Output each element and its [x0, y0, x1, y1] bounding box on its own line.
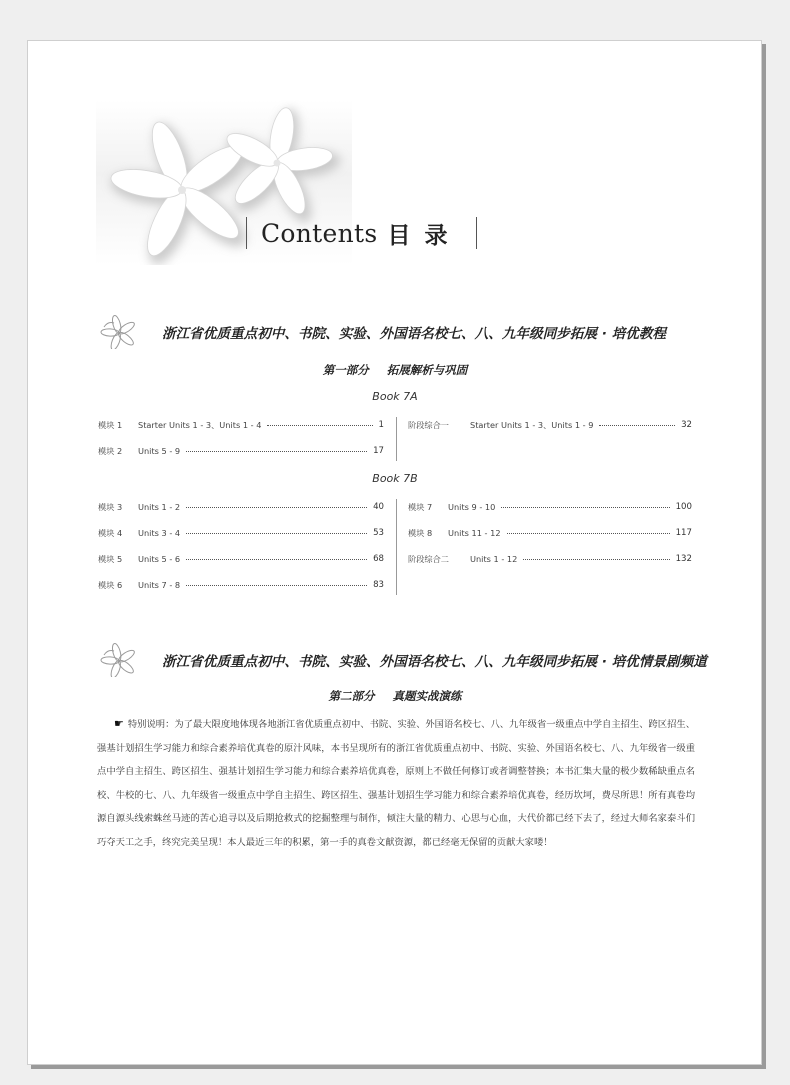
toc-page-number: 40 — [373, 502, 384, 512]
toc-page-number: 53 — [373, 528, 384, 538]
toc-leader-dots — [523, 558, 669, 560]
part-1-label: 第一部分 — [322, 363, 369, 377]
toc-units: Units 5 - 9 — [138, 446, 181, 456]
toc-units: Units 7 - 8 — [138, 580, 181, 590]
toc-module: 模块 8 — [408, 527, 433, 538]
toc-module: 模块 5 — [98, 553, 123, 564]
toc-units: Units 5 - 6 — [138, 554, 181, 564]
toc-module: 模块 2 — [98, 445, 123, 456]
special-note-paragraph — [97, 712, 695, 855]
toc-page-number: 100 — [675, 502, 692, 512]
toc-page-number: 132 — [675, 554, 692, 564]
toc-leader-dots — [186, 450, 367, 452]
toc-entry[interactable] — [408, 500, 692, 514]
toc-entry[interactable] — [98, 418, 384, 432]
toc-leader-dots — [599, 424, 675, 426]
part-2-name: 真题实战演练 — [392, 689, 462, 703]
toc-page-number: 68 — [373, 554, 384, 564]
toc-module: 模块 4 — [98, 527, 123, 538]
part-1-title — [0, 362, 790, 378]
toc-module: 阶段综合二 — [408, 553, 449, 564]
toc-units: Units 1 - 2 — [138, 502, 181, 512]
toc-module: 阶段综合一 — [408, 419, 449, 430]
toc-entry[interactable] — [98, 526, 384, 540]
toc-units: Units 11 - 12 — [448, 528, 501, 538]
toc-units: Units 9 - 10 — [448, 502, 496, 512]
toc-entry[interactable] — [408, 418, 692, 432]
toc-page-number: 32 — [681, 420, 692, 430]
book-7b-label: Book 7B — [372, 472, 418, 485]
part-2-title — [0, 688, 790, 704]
toc-units: Units 3 - 4 — [138, 528, 181, 538]
toc-entry[interactable] — [408, 526, 692, 540]
contents-title-en: Contents — [261, 218, 378, 248]
toc-page-number: 1 — [378, 420, 384, 430]
part-1-name: 拓展解析与巩固 — [386, 363, 468, 377]
toc-units: Starter Units 1 - 3、Units 1 - 4 — [138, 419, 262, 430]
toc-leader-dots — [186, 558, 367, 560]
toc-units: Units 1 - 12 — [470, 554, 518, 564]
section-2-title: 浙江省优质重点初中、书院、实验、外国语名校七、八、九年级同步拓展 · 培优情景剧频道 — [162, 654, 707, 670]
toc-page-number: 17 — [373, 446, 384, 456]
toc-leader-dots — [507, 532, 670, 534]
toc-leader-dots — [186, 506, 367, 508]
toc-module: 模块 7 — [408, 501, 433, 512]
heading-divider-left — [246, 217, 247, 249]
special-note-text: 特别说明：为了最大限度地体现各地浙江省优质重点初中、书院、实验、外国语名校七、八、九年级省一级重点中学自主招生、跨区招生、强基计划招生学习能力和综合素养培优真卷的原汁风味，本书呈现所有的浙江省优质重点初中、书院、实验、外国语名校七、八、九年级省一级重点中学自主招生、跨区招生、强基计划招生学习能力和综合素养培优真卷，原则上不做任何修订或者调整替换；本书汇集大量的极少数稀缺重点名校、牛校的七、八、九年级省一级重点中学自主招生、跨区招生、强基计划招生学习能力和综合素养培优真卷，经历坎坷，费尽所思！所有真卷均源自源头线索蛛丝马迹的苦心追寻以及后期抢救式的挖掘整理与制作，倾注大量的精力、心思与心血，大代价都已经下去了，经过大师名家泰斗们巧夺天工之手，终究完美呈现！本人最近三年的积累，第一手的真卷文献资源，都已经毫无保留的贡献大家喽！ — [97, 719, 695, 848]
toc-entry[interactable] — [98, 444, 384, 458]
toc-page-number: 117 — [675, 528, 692, 538]
toc-page-number: 83 — [373, 580, 384, 590]
toc-units: Starter Units 1 - 3、Units 1 - 9 — [470, 419, 594, 430]
toc-module: 模块 3 — [98, 501, 123, 512]
toc-entry[interactable] — [98, 500, 384, 514]
column-divider — [396, 417, 397, 461]
toc-entry[interactable] — [98, 552, 384, 566]
toc-module: 模块 6 — [98, 579, 123, 590]
column-divider — [396, 499, 397, 595]
toc-leader-dots — [501, 506, 669, 508]
part-2-label: 第二部分 — [328, 689, 375, 703]
toc-leader-dots — [267, 424, 372, 426]
section-2-header — [100, 642, 720, 678]
toc-entry[interactable] — [98, 578, 384, 592]
toc-leader-dots — [186, 584, 367, 586]
section-1-header — [100, 314, 720, 350]
pointing-hand-icon: ☛ — [114, 717, 124, 730]
toc-leader-dots — [186, 532, 367, 534]
contents-heading — [246, 215, 477, 251]
contents-title-cn: 目录 — [387, 221, 462, 249]
book-7a-label: Book 7A — [372, 390, 418, 403]
toc-module: 模块 1 — [98, 419, 123, 430]
heading-divider-right — [476, 217, 477, 249]
section-1-title: 浙江省优质重点初中、书院、实验、外国语名校七、八、九年级同步拓展 · 培优教程 — [162, 326, 667, 342]
flower-outline-icon — [100, 315, 140, 349]
toc-entry[interactable] — [408, 552, 692, 566]
flower-outline-icon — [100, 643, 140, 677]
